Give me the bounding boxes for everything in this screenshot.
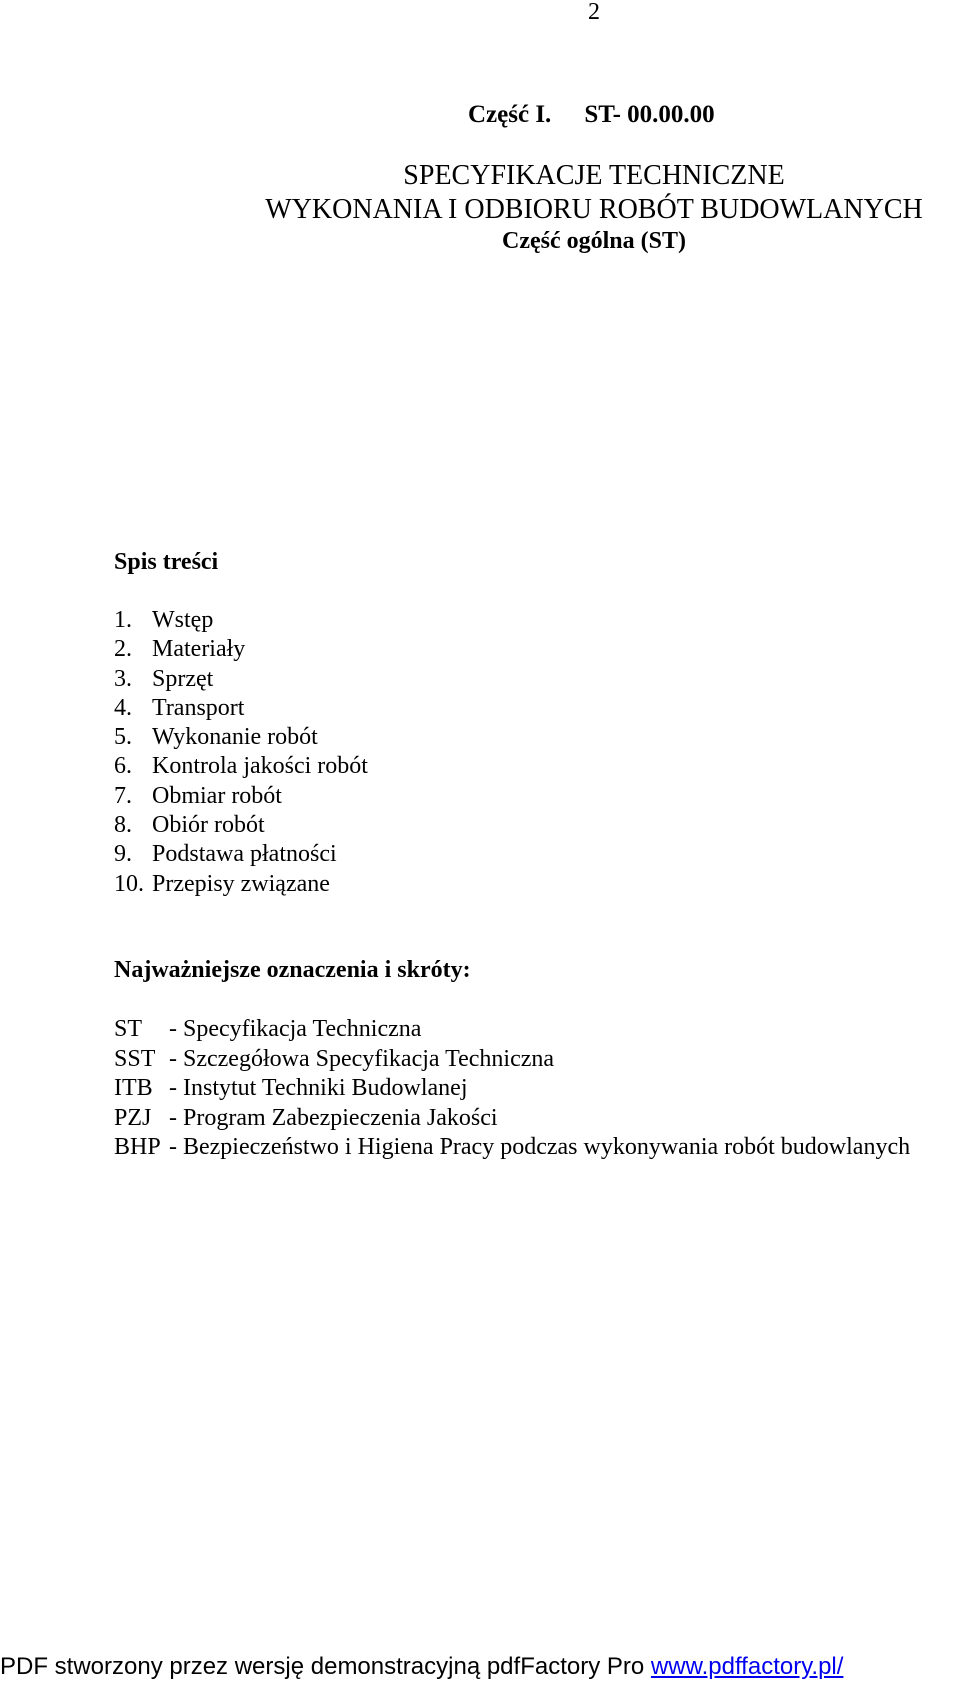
toc-item-label: Wykonanie robót	[152, 724, 318, 751]
abbreviation-description: - Szczegółowa Specyfikacja Techniczna	[169, 1045, 555, 1072]
toc-item	[114, 811, 368, 840]
document-subtitle: Część ogólna (ST)	[502, 228, 686, 254]
toc-item-label: Sprzęt	[152, 665, 214, 692]
abbreviation-item	[114, 1133, 910, 1163]
toc-item	[114, 723, 368, 752]
footer-text: PDF stworzony przez wersję demonstracyjną pdfFactory Pro	[0, 1653, 651, 1680]
pdffactory-link[interactable]: www.pdffactory.pl/	[650, 1653, 844, 1680]
abbreviation-item	[114, 1015, 910, 1045]
toc-item-number: 5.	[114, 724, 132, 751]
toc-item-number: 1.	[114, 607, 132, 633]
abbreviation-description: - Program Zabezpieczenia Jakości	[169, 1104, 498, 1131]
toc-item	[114, 606, 368, 635]
toc-item	[114, 870, 368, 899]
abbreviation-key: ST	[114, 1016, 143, 1042]
toc-heading: Spis treści	[114, 549, 219, 575]
abbreviation-key: SST	[114, 1045, 156, 1072]
document-title-line-1: SPECYFIKACJE TECHNICZNE	[403, 160, 785, 191]
toc-item-label: Wstęp	[152, 607, 214, 633]
toc-item-label: Przepisy związane	[152, 870, 330, 897]
abbreviation-description: - Instytut Techniki Budowlanej	[169, 1075, 468, 1101]
toc-item-label: Materiały	[152, 636, 246, 663]
toc-item	[114, 752, 368, 781]
toc-item	[114, 635, 368, 664]
abbreviation-key: PZJ	[114, 1104, 152, 1131]
abbreviation-description: - Specyfikacja Techniczna	[169, 1016, 422, 1042]
toc-item-number: 4.	[114, 694, 132, 721]
pdf-watermark-footer	[0, 1652, 843, 1682]
toc-item-number: 3.	[114, 665, 132, 692]
toc-list	[114, 606, 368, 899]
toc-item-number: 10.	[114, 870, 144, 897]
toc-item	[114, 782, 368, 811]
toc-item-number: 8.	[114, 812, 132, 839]
spec-code: ST- 00.00.00	[584, 101, 715, 128]
part-header	[468, 100, 715, 130]
toc-item	[114, 840, 368, 869]
abbreviation-item	[114, 1074, 910, 1104]
abbreviation-key: BHP	[114, 1134, 161, 1160]
abbreviation-description: - Bezpieczeństwo i Higiena Pracy podczas wykonywania robót budowlanych	[169, 1134, 911, 1160]
toc-item-label: Podstawa płatności	[152, 841, 337, 868]
page-number: 2	[588, 0, 600, 25]
toc-item-label: Kontrola jakości robót	[152, 753, 368, 780]
toc-item-label: Obiór robót	[152, 812, 265, 839]
toc-item-number: 9.	[114, 841, 132, 868]
toc-item-number: 2.	[114, 636, 132, 663]
abbreviation-key: ITB	[114, 1075, 153, 1101]
toc-item	[114, 694, 368, 723]
toc-item-number: 6.	[114, 753, 132, 780]
toc-item	[114, 665, 368, 694]
abbreviation-item	[114, 1104, 910, 1134]
part-label: Część I.	[468, 101, 552, 128]
abbreviation-item	[114, 1045, 910, 1075]
toc-item-number: 7.	[114, 782, 132, 809]
toc-item-label: Transport	[152, 694, 245, 721]
document-title-line-2: WYKONANIA I ODBIORU ROBÓT BUDOWLANYCH	[265, 194, 923, 225]
toc-item-label: Obmiar robót	[152, 782, 282, 809]
abbreviations-list	[114, 1015, 910, 1163]
abbreviations-heading: Najważniejsze oznaczenia i skróty:	[114, 957, 471, 983]
